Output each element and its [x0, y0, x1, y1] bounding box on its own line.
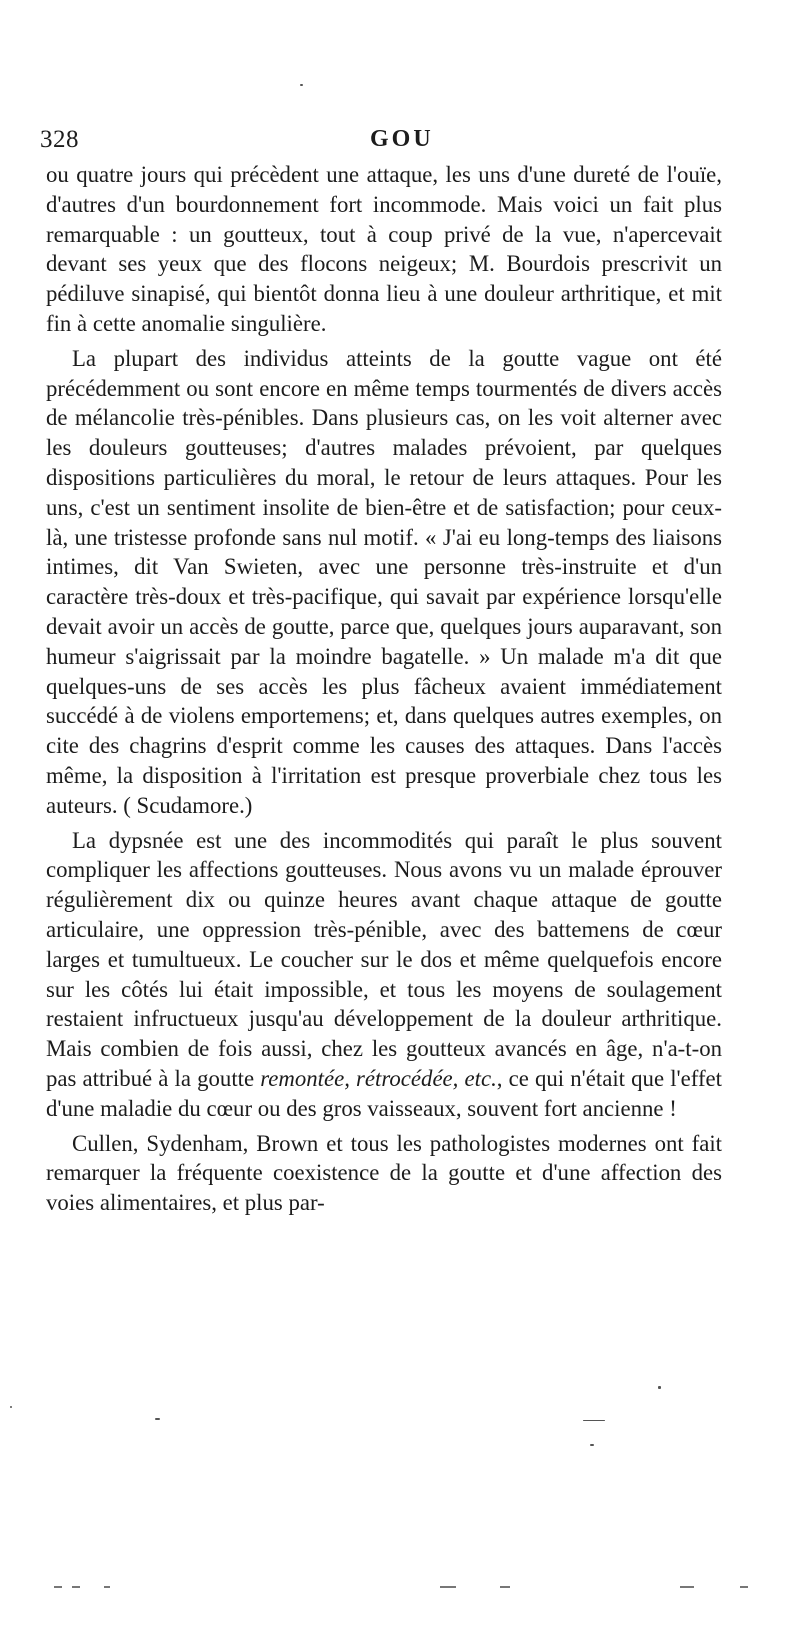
paragraph-4: Cullen, Sydenham, Brown et tous les pathologistes modernes ont fait remarquer la fréquente coexistence de la goutte et d'une affection des voies alimentaires, et plus par-: [46, 1130, 722, 1216]
edge-dash: [500, 1586, 510, 1588]
ink-speck: [155, 1418, 160, 1420]
paragraph-1: ou quatre jours qui précèdent une attaque, les uns d'une dureté de l'ouïe, d'autres d'un bourdonnement fort incommode. Mais voici un fait plus remarquable : un goutteux, tout à coup privé de la vue, n'apercevait devant ses yeux que des flocons neigeux; M. Bourdois prescrivit un pédiluve sinapisé, qui bientôt donna lieu à une douleur arthritique, et mit fin à cette anomalie singulière.: [46, 162, 722, 336]
running-title: GOU: [370, 126, 434, 152]
ink-speck: [590, 1444, 594, 1446]
page-number: 328: [40, 126, 79, 153]
body-text: [46, 160, 722, 1223]
bottom-edge-marks: [40, 1586, 760, 1592]
ink-speck: [10, 1406, 12, 1408]
edge-dash: [54, 1586, 62, 1588]
ink-speck: [583, 1420, 605, 1421]
ink-speck: [300, 84, 303, 86]
edge-dash: [680, 1586, 694, 1588]
paragraph-3-text: La dypsnée est une des incommodités qui paraît le plus souvent compliquer les affections goutteuses. Nous avons vu un malade éprouver régulièrement dix ou quinze heures avant chaque attaque de goutte articulaire, une oppression très-pénible, avec des battemens de cœur larges et tumultueux. Le coucher sur le dos et même quelquefois encore sur les côtés lui était impossible, et tous les moyens de soulagement restaient infructueux jusqu'au développement de la douleur arthritique. Mais combien de fois aussi, chez les goutteux avancés en âge, n'a-t-on pas attribué à la goutte: [46, 827, 722, 1091]
running-head: [40, 126, 720, 160]
edge-dash: [72, 1586, 80, 1588]
paragraph-3: [46, 826, 722, 1124]
paragraph-3-text-end: , ce qui n'était que l'effet d'une maladie du cœur ou des gros vaisseaux, souvent fort ancienne !: [46, 1065, 722, 1121]
edge-dash: [440, 1586, 456, 1588]
edge-dash: [104, 1586, 110, 1588]
paragraph-3-italic: remontée, rétrocédée, etc.: [260, 1065, 497, 1091]
paragraph-2: La plupart des individus atteints de la goutte vague ont été précédemment ou sont encore en même temps tourmentés de divers accès de mélancolie très-pénibles. Dans plusieurs cas, on les voit alterner avec les douleurs goutteuses; d'autres malades prévoient, par quelques dispositions particulières du moral, le retour de leurs attaques. Pour les uns, c'est un sentiment insolite de bien-être et de satisfaction; pour ceux-là, une tristesse profonde sans nul motif. « J'ai eu long-temps des liaisons intimes, dit Van Swieten, avec une personne très-instruite et d'un caractère très-doux et très-pacifique, qui savait par expérience lorsqu'elle devait avoir un accès de goutte, parce que, quelques jours auparavant, son humeur s'aigrissait par la moindre bagatelle. » Un malade m'a dit que quelques-uns de ses accès les plus fâcheux avaient immédiatement succédé à de violens emportemens; et, dans quelques autres exemples, on cite des chagrins d'esprit comme les causes des attaques. Dans l'accès même, la disposition à l'irritation est presque proverbiale chez tous les auteurs. ( Scudamore.): [46, 345, 722, 818]
edge-dash: [740, 1586, 748, 1588]
ink-speck: [658, 1386, 661, 1389]
